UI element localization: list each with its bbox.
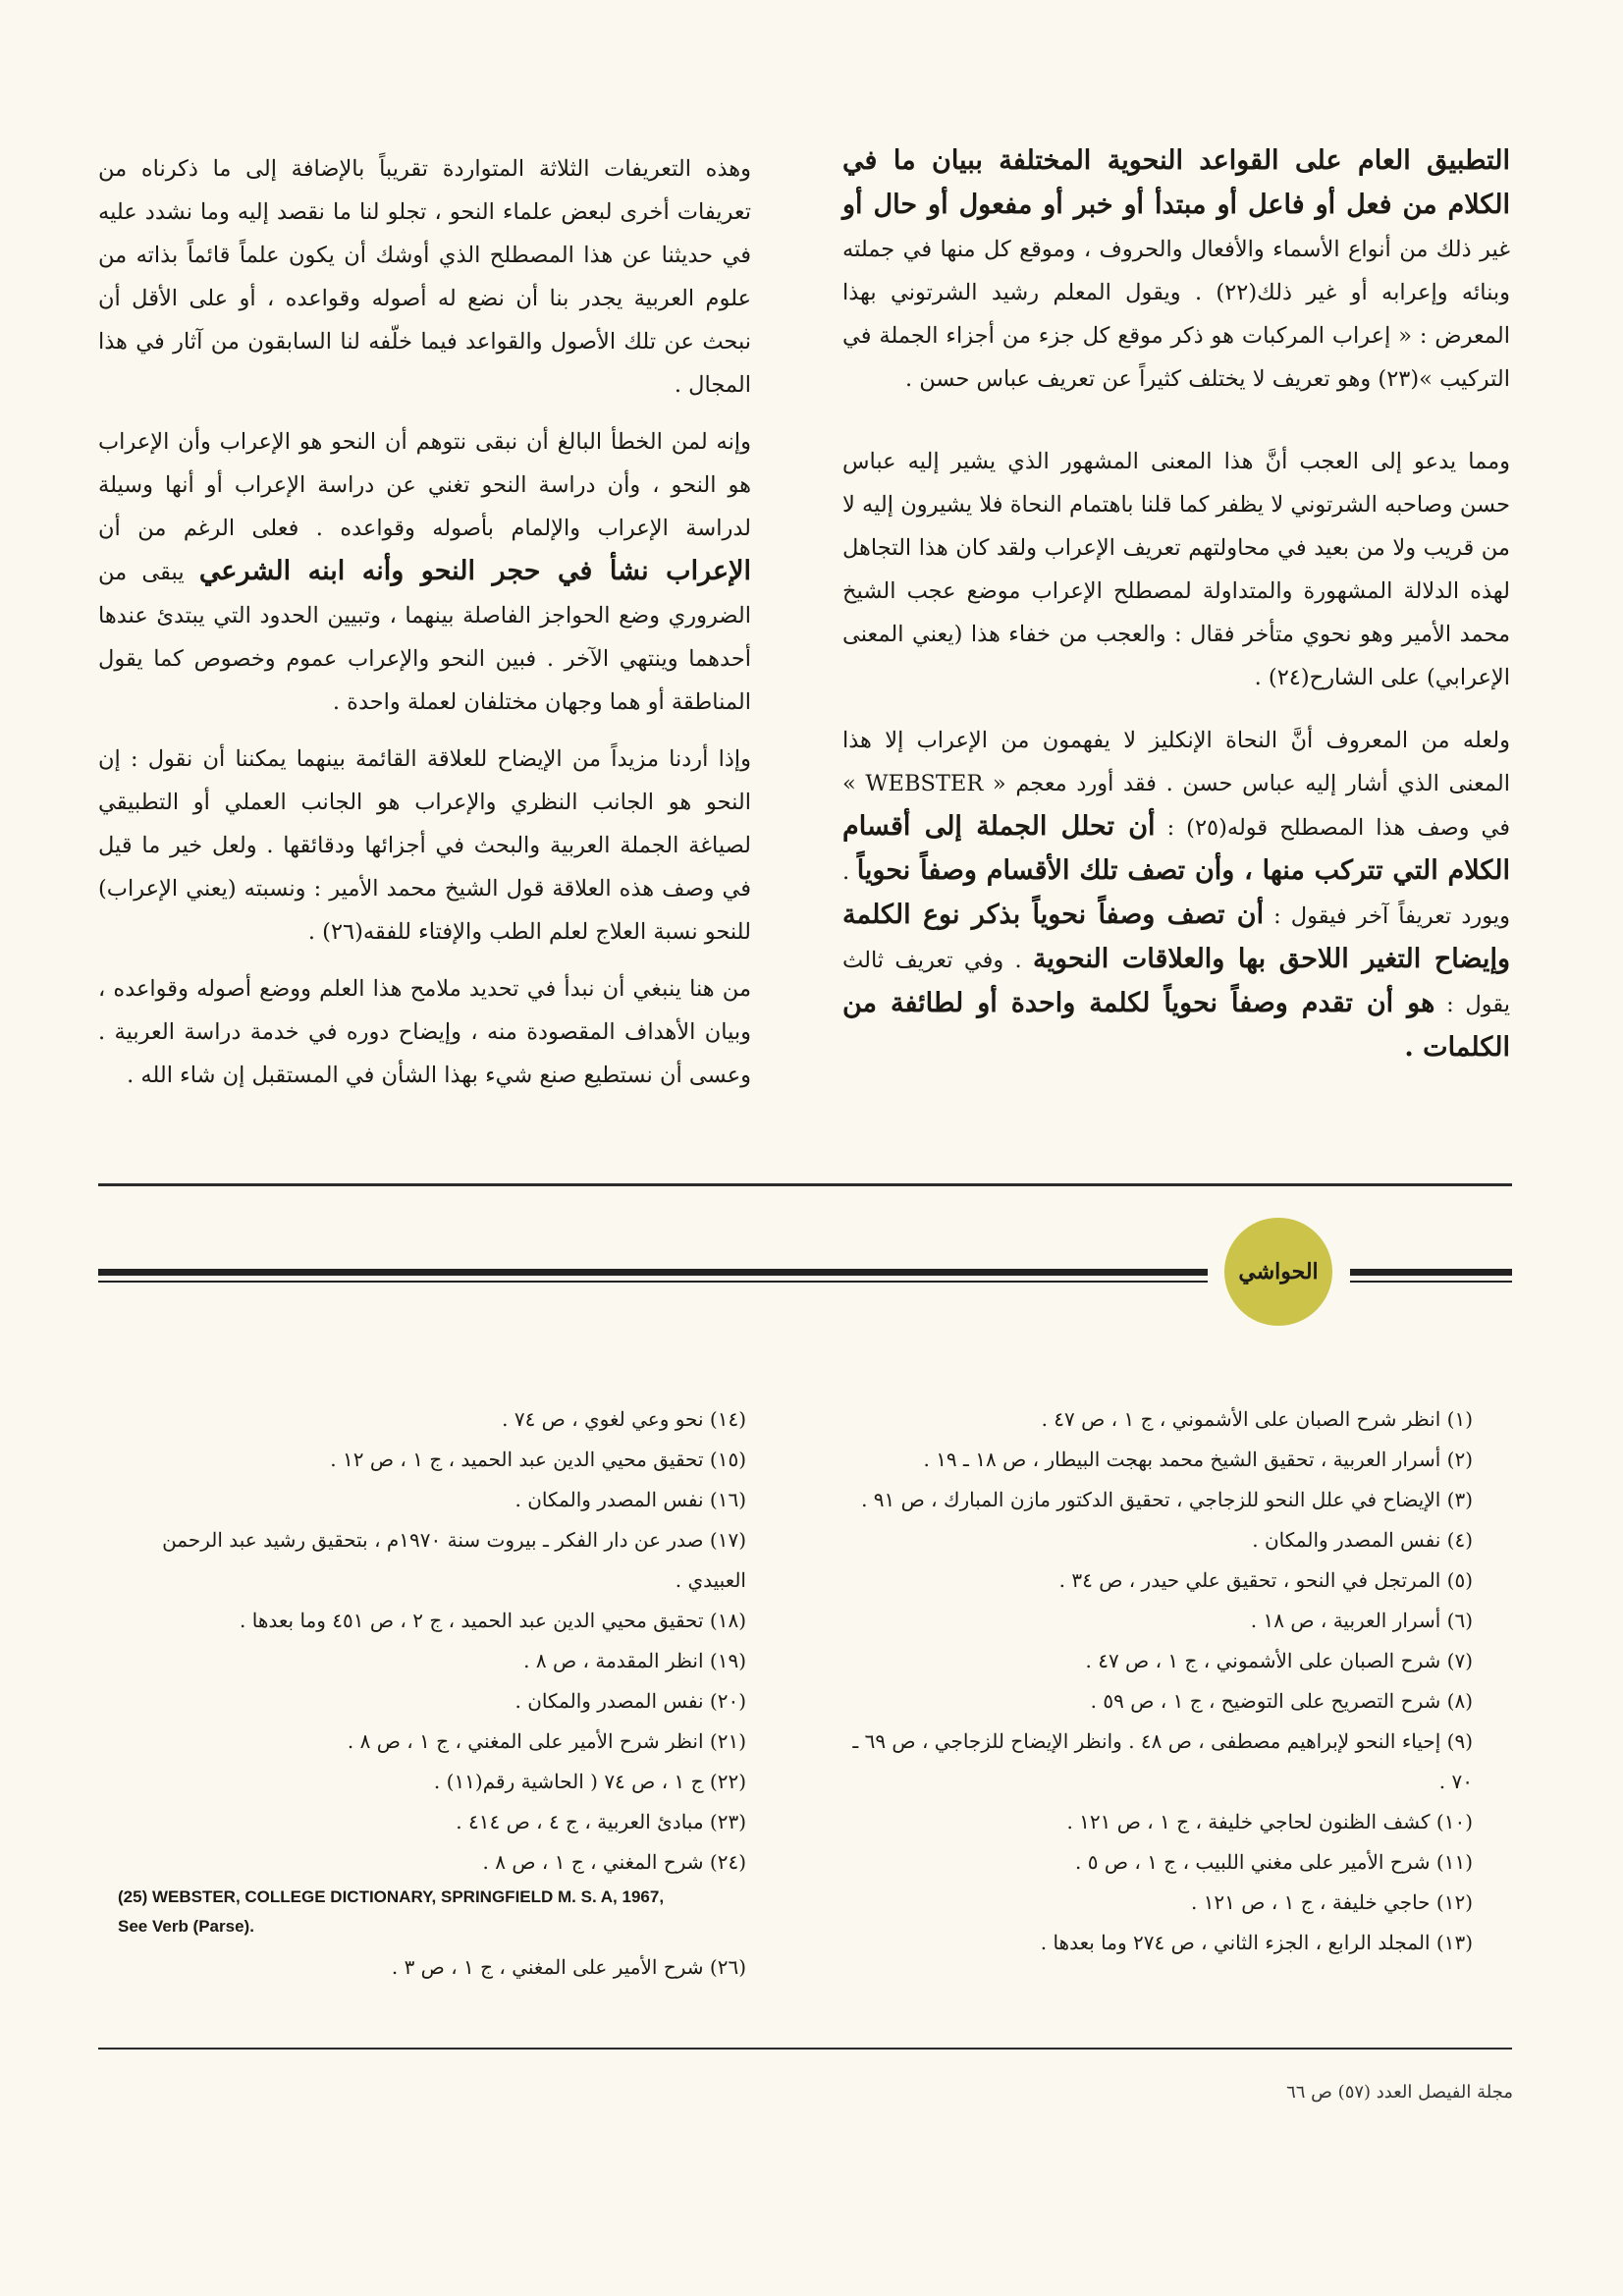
bold-text: هو أن تقدم وصفاً نحوياً لكلمة واحدة أو لطائفة من الكلمات . bbox=[842, 988, 1510, 1063]
footnote: (١١) شرح الأمير على مغني اللبيب ، ج ١ ، ص ٥ . bbox=[1075, 1850, 1473, 1874]
paragraph: وهذه التعريفات الثلاثة المتواردة تقريباً بالإضافة إلى ما ذكرناه من تعريفات أخرى لبعض علماء النحو ، تجلو لنا ما نقصد إليه وما نشدد عليه في حديثنا عن هذا المصطلح الذي أوشك أن يكون علماً قائماً بذاته من علوم العربية يجدر بنا أن نضع له أصوله وقواعده ، أو على الأقل أن نبحث عن تلك الأصول والقواعد فيما خلّفه لنا السابقون من آثار في هذا المجال . bbox=[98, 156, 751, 398]
article-left-column bbox=[98, 147, 751, 1097]
body-text: وإنه لمن الخطأ البالغ أن نبقى نتوهم أن النحو هو الإعراب وأن الإعراب هو النحو ، وأن دراسة النحو تغني عن دراسة الإعراب أو أنها وسيلة لدراسة الإعراب والإلمام بأصوله وقواعده . فعلى الرغم من أن bbox=[98, 429, 751, 541]
footnote: (١٦) نفس المصدر والمكان . bbox=[514, 1488, 746, 1511]
footnotes-band-left-thin bbox=[98, 1281, 1208, 1283]
footnote: (٢٤) شرح المغني ، ج ١ ، ص ٨ . bbox=[482, 1850, 746, 1874]
body-text: يبقى من الضروري وضع الحواجز الفاصلة بينهما ، وتبيين الحدود التي يبتدئ عندها أحدهما وينتهي الآخر . فبين النحو والإعراب عموم وخصوص كما يقول المناطقة أو هما وجهان مختلفان لعملة واحدة . bbox=[98, 560, 751, 715]
bold-text: أن تحلل الجملة إلى أقسام الكلام التي تتركب منها ، وأن تصف تلك الأقسام وصفاً نحوياً bbox=[842, 811, 1510, 886]
footnote: (١٠) كشف الظنون لحاجي خليفة ، ج ١ ، ص ١٢١ . bbox=[1066, 1810, 1473, 1833]
paragraph: ومما يدعو إلى العجب أنَّ هذا المعنى المشهور الذي يشير إليه عباس حسن وصاحبه الشرتوني لا يظفر كما قلنا باهتمام النحاة فلا يشيرون إليه لا من قريب ولا من بعيد في محاولتهم تعريف الإعراب ولقد كان هذا التجاهل لهذه الدلالة المشهورة والمتداولة لمصطلح الإعراب موضع عجب الشيخ محمد الأمير وهو نحوي متأخر فقال : والعجب من خفاء هذا (يعني المعنى الإعرابي) على الشارح(٢٤) . bbox=[842, 449, 1510, 690]
footnotes-band-right-thin bbox=[1350, 1281, 1512, 1283]
footnote: (٢١) انظر شرح الأمير على المغني ، ج ١ ، ص ٨ . bbox=[347, 1729, 746, 1753]
body-text: غير ذلك من أنواع الأسماء والأفعال والحروف ، وموقع كل منها في جملته وبنائه وإعرابه أو غير ذلك(٢٢) . ويقول المعلم رشيد الشرتوني بهذا المعرض : « إعراب المركبات هو ذكر موقع كل جزء من أجزاء الجملة في التركيب »(٢٣) وهو تعريف لا يختلف كثيراً عن تعريف عباس حسن . bbox=[842, 237, 1510, 392]
paragraph bbox=[842, 719, 1510, 1070]
footnote: (٢٦) شرح الأمير على المغني ، ج ١ ، ص ٣ . bbox=[391, 1955, 746, 1979]
article-right-column bbox=[842, 139, 1510, 1070]
footnote: (٣) الإيضاح في علل النحو للزجاجي ، تحقيق الدكتور مازن المبارك ، ص ٩١ . bbox=[861, 1488, 1473, 1511]
bold-text: الإعراب نشأ في حجر النحو وأنه ابنه الشرعي bbox=[198, 556, 751, 586]
footnotes-heading: الحواشي bbox=[1238, 1259, 1319, 1285]
body-text: . وفي تعريف ثالث يقول : bbox=[842, 948, 1510, 1017]
paragraph bbox=[98, 420, 751, 724]
footnote: (١٩) انظر المقدمة ، ص ٨ . bbox=[523, 1649, 746, 1672]
footnotes-right-column bbox=[844, 1399, 1473, 1963]
paragraph: وإذا أردنا مزيداً من الإيضاح للعلاقة القائمة بينهما يمكننا أن نقول : إن النحو هو الجانب النظري والإعراب هو الجانب العملي أو التطبيقي لصياغة الجملة العربية والبحث في أجزائها ودقائقها . ولعل خير ما قيل في وصف هذه العلاقة قول الشيخ محمد الأمير : ونسبته (يعني الإعراب) للنحو نسبة العلاج لعلم الطب والإفتاء للفقه(٢٦) . bbox=[98, 746, 751, 945]
footnote: (٥) المرتجل في النحو ، تحقيق علي حيدر ، ص ٣٤ . bbox=[1058, 1568, 1473, 1592]
footnotes-band-left bbox=[98, 1269, 1208, 1276]
footnotes-left-column bbox=[118, 1399, 746, 1988]
footnote: (٤) نفس المصدر والمكان . bbox=[1252, 1528, 1473, 1552]
footnotes-band-right bbox=[1350, 1269, 1512, 1276]
footnote: (٢٣) مبادئ العربية ، ج ٤ ، ص ٤١٤ . bbox=[456, 1810, 746, 1833]
footnote: (٨) شرح التصريح على التوضيح ، ج ١ ، ص ٥٩ . bbox=[1090, 1689, 1473, 1713]
body-text: ولعله من المعروف أنَّ النحاة الإنكليز لا يفهمون من الإعراب إلا هذا المعنى الذي أشار إليه عباس حسن . فقد أورد معجم « WEBSTER » في وصف هذا المصطلح قوله(٢٥) : bbox=[842, 728, 1510, 841]
footnote: (١٥) تحقيق محيي الدين عبد الحميد ، ج ١ ، ص ١٢ . bbox=[330, 1448, 746, 1471]
page-footer: مجلة الفيصل العدد (٥٧) ص ٦٦ bbox=[1286, 2082, 1513, 2103]
footnote: (٦) أسرار العربية ، ص ١٨ . bbox=[1250, 1609, 1473, 1632]
footnote: (٧) شرح الصبان على الأشموني ، ج ١ ، ص ٤٧ . bbox=[1085, 1649, 1473, 1672]
bold-text: أن تصف وصفاً نحوياً بذكر نوع الكلمة وإيضاح التغير اللاحق بها والعلاقات النحوية bbox=[842, 900, 1510, 974]
footnote: (١) انظر شرح الصبان على الأشموني ، ج ١ ، ص ٤٧ . bbox=[1041, 1407, 1473, 1431]
page-bottom-rule bbox=[98, 2048, 1512, 2050]
footnote: (٢) أسرار العربية ، تحقيق الشيخ محمد بهجت البيطار ، ص ١٨ ـ ١٩ . bbox=[923, 1448, 1473, 1471]
bold-text: التطبيق العام على القواعد النحوية المختلفة ببيان ما في الكلام من فعل أو فاعل أو مبتدأ أو خبر أو مفعول أو حال أو bbox=[842, 145, 1510, 220]
footnote: (٢٠) نفس المصدر والمكان . bbox=[514, 1689, 746, 1713]
footnote: (١٢) حاجي خليفة ، ج ١ ، ص ١٢١ . bbox=[1190, 1890, 1473, 1914]
article-end-rule bbox=[98, 1183, 1512, 1186]
footnote-25-line1: (25) WEBSTER, COLLEGE DICTIONARY, SPRINGFIELD M. S. A, 1967, bbox=[118, 1887, 665, 1906]
body-text: . ويورد تعريفاً آخر فيقول : bbox=[842, 859, 1510, 929]
paragraph bbox=[842, 139, 1510, 401]
footnote: (٩) إحياء النحو لإبراهيم مصطفى ، ص ٤٨ . وانظر الإيضاح للزجاجي ، ص ٦٩ ـ ٧٠ . bbox=[852, 1729, 1473, 1793]
footnotes-heading-badge bbox=[1224, 1218, 1332, 1326]
footnote: (١٤) نحو وعي لغوي ، ص ٧٤ . bbox=[502, 1407, 746, 1431]
footnote: (١٨) تحقيق محيي الدين عبد الحميد ، ج ٢ ، ص ٤٥١ وما بعدها . bbox=[240, 1609, 746, 1632]
footnote: (٢٢) ج ١ ، ص ٧٤ ( الحاشية رقم(١١) . bbox=[433, 1770, 746, 1793]
footnote: (١٧) صدر عن دار الفكر ـ بيروت سنة ١٩٧٠م ، بتحقيق رشيد عبد الرحمن العبيدي . bbox=[162, 1528, 746, 1592]
paragraph: من هنا ينبغي أن نبدأ في تحديد ملامح هذا العلم ووضع أصوله وقواعده ، وبيان الأهداف المقصودة منه ، وإيضاح دوره في خدمة دراسة العربية . وعسى أن نستطيع صنع شيء بهذا الشأن في المستقبل إن شاء الله . bbox=[98, 976, 751, 1088]
footnote-25-line2: See Verb (Parse). bbox=[118, 1917, 254, 1936]
footnote: (١٣) المجلد الرابع ، الجزء الثاني ، ص ٢٧٤ وما بعدها . bbox=[1040, 1931, 1473, 1954]
